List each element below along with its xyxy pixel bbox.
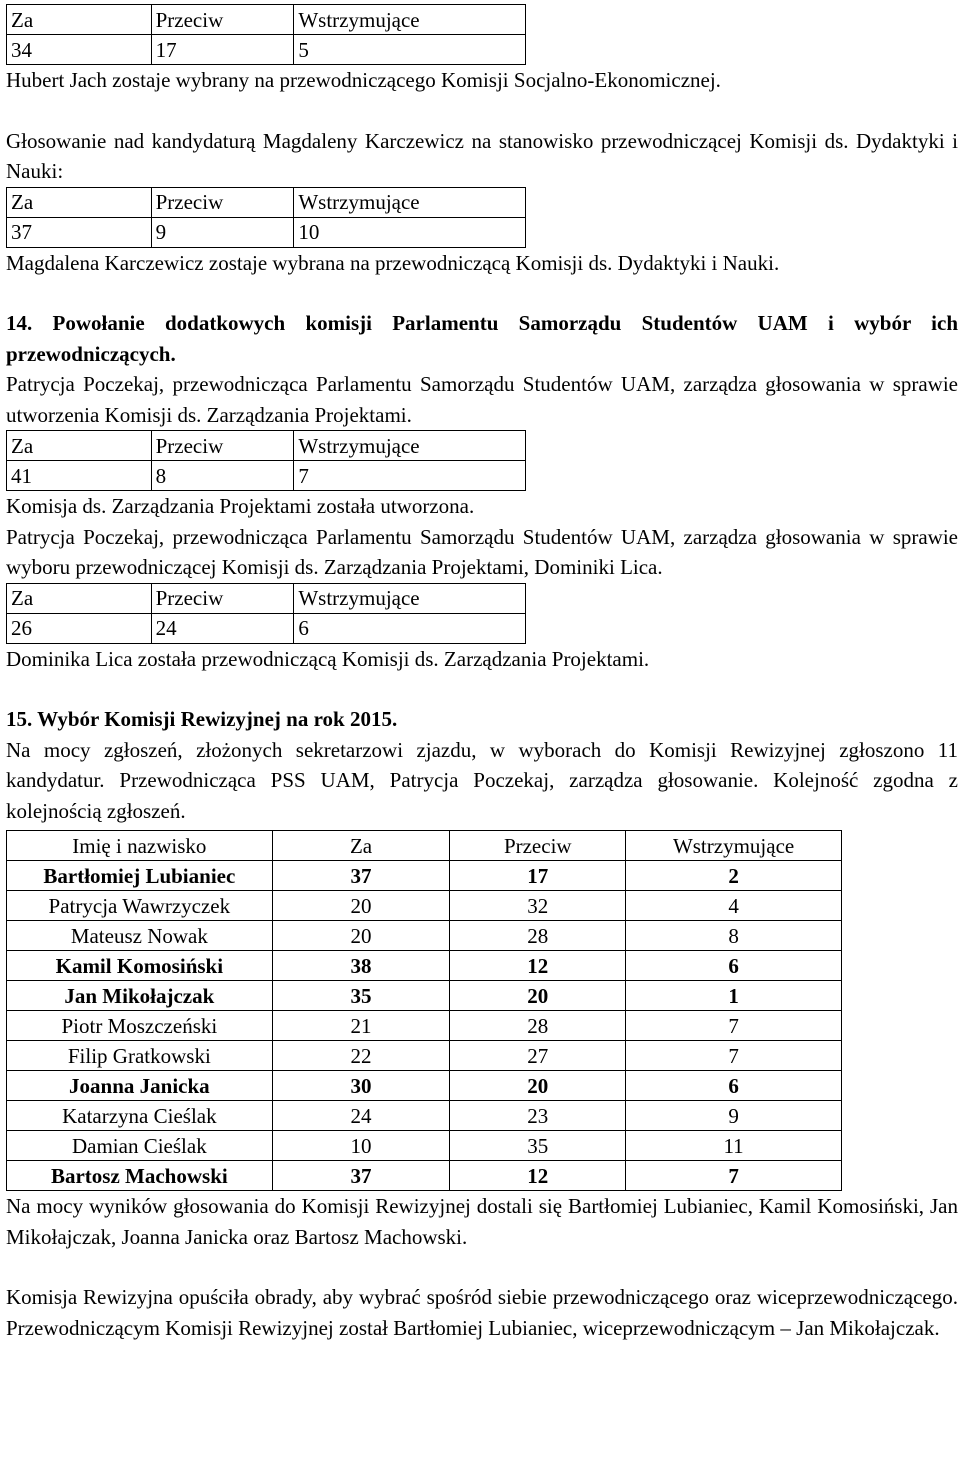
value-za: 41 xyxy=(7,461,152,491)
paragraph-lica-result: Dominika Lica została przewodniczącą Komisji ds. Zarządzania Projektami. xyxy=(6,646,650,671)
cell-name: Jan Mikołajczak xyxy=(7,981,273,1011)
column-header-przeciw: Przeciw xyxy=(450,831,626,861)
value-wstrzymujace: 6 xyxy=(294,613,526,643)
header-przeciw: Przeciw xyxy=(151,583,294,613)
cell-wstrzymujace: 11 xyxy=(626,1131,842,1161)
value-za: 26 xyxy=(7,613,152,643)
vote-values-row xyxy=(7,217,526,247)
table-row xyxy=(7,1071,842,1101)
cell-wstrzymujace: 2 xyxy=(626,861,842,891)
cell-wstrzymujace: 7 xyxy=(626,1011,842,1041)
cell-name: Filip Gratkowski xyxy=(7,1041,273,1071)
cell-za: 37 xyxy=(272,861,450,891)
header-za: Za xyxy=(7,187,152,217)
cell-przeciw: 20 xyxy=(450,1071,626,1101)
table-row xyxy=(7,861,842,891)
cell-wstrzymujace: 7 xyxy=(626,1161,842,1191)
paragraph-rewizyjna-chair: Komisja Rewizyjna opuściła obrady, aby wybrać spośród siebie przewodniczącego oraz wiceprzewodniczącego. Przewodniczącym Komisji Rewizyjnej został Bartłomiej Lubianiec, wiceprzewodniczącym – Jan Mikołajczak. xyxy=(6,1285,958,1340)
cell-wstrzymujace: 7 xyxy=(626,1041,842,1071)
cell-za: 38 xyxy=(272,951,450,981)
column-header-name: Imię i nazwisko xyxy=(7,831,273,861)
cell-przeciw: 35 xyxy=(450,1131,626,1161)
section-heading-15: 15. Wybór Komisji Rewizyjnej na rok 2015. xyxy=(6,707,398,731)
cell-name: Patrycja Wawrzyczek xyxy=(7,891,273,921)
cell-przeciw: 12 xyxy=(450,951,626,981)
results-table xyxy=(6,830,842,1191)
cell-za: 10 xyxy=(272,1131,450,1161)
vote-values-row xyxy=(7,35,526,65)
paragraph-hubert-result: Hubert Jach zostaje wybrany na przewodniczącego Komisji Socjalno-Ekonomicznej. xyxy=(6,68,721,92)
cell-name: Joanna Janicka xyxy=(7,1071,273,1101)
value-wstrzymujace: 7 xyxy=(294,461,526,491)
cell-name: Bartłomiej Lubianiec xyxy=(7,861,273,891)
table-row xyxy=(7,1041,842,1071)
cell-name: Damian Cieślak xyxy=(7,1131,273,1161)
header-za: Za xyxy=(7,5,152,35)
table-row xyxy=(7,1101,842,1131)
cell-za: 22 xyxy=(272,1041,450,1071)
table-row xyxy=(7,981,842,1011)
results-body xyxy=(7,861,842,1191)
value-wstrzymujace: 5 xyxy=(294,35,526,65)
section-heading-14: 14. Powołanie dodatkowych komisji Parlamentu Samorządu Studentów UAM i wybór ich przewodniczących. xyxy=(6,311,958,366)
paragraph-karczewicz-result: Magdalena Karczewicz zostaje wybrana na przewodniczącą Komisji ds. Dydaktyki i Nauki. xyxy=(6,250,780,275)
cell-za: 21 xyxy=(272,1011,450,1041)
paragraph-rewizyjna-intro: Na mocy zgłoszeń, złożonych sekretarzowi zjazdu, w wyborach do Komisji Rewizyjnej zgłoszono 11 kandydatur. Przewodnicząca PSS UAM, Patrycja Poczekaj, zarządza głosowanie. Kolejność zgodna z kolejnością zgłoszeń. xyxy=(6,737,958,823)
value-przeciw: 24 xyxy=(151,613,294,643)
paragraph-rewizyjna-result: Na mocy wyników głosowania do Komisji Rewizyjnej dostali się Bartłomiej Lubianiec, Kamil Komosiński, Jan Mikołajczak, Joanna Janicka oraz Bartosz Machowski. xyxy=(6,1194,958,1249)
cell-wstrzymujace: 6 xyxy=(626,951,842,981)
paragraph-lica-vote: Patrycja Poczekaj, przewodnicząca Parlamentu Samorządu Studentów UAM, zarządza głosowania w sprawie wyboru przewodniczącej Komisji ds. Zarządzania Projektami, Dominiki Lica. xyxy=(6,524,958,579)
results-header-row xyxy=(7,831,842,861)
value-wstrzymujace: 10 xyxy=(294,217,526,247)
cell-wstrzymujace: 1 xyxy=(626,981,842,1011)
cell-za: 24 xyxy=(272,1101,450,1131)
header-za: Za xyxy=(7,583,152,613)
cell-name: Bartosz Machowski xyxy=(7,1161,273,1191)
header-wstrzymujace: Wstrzymujące xyxy=(294,5,526,35)
cell-name: Katarzyna Cieślak xyxy=(7,1101,273,1131)
table-row xyxy=(7,1131,842,1161)
cell-przeciw: 28 xyxy=(450,1011,626,1041)
header-za: Za xyxy=(7,431,152,461)
cell-przeciw: 20 xyxy=(450,981,626,1011)
header-przeciw: Przeciw xyxy=(151,187,294,217)
cell-wstrzymujace: 8 xyxy=(626,921,842,951)
cell-za: 20 xyxy=(272,891,450,921)
value-za: 37 xyxy=(7,217,152,247)
vote-values-row xyxy=(7,613,526,643)
vote-values-row xyxy=(7,461,526,491)
cell-za: 30 xyxy=(272,1071,450,1101)
column-header-za: Za xyxy=(272,831,450,861)
vote-table-2 xyxy=(6,187,526,248)
header-wstrzymujace: Wstrzymujące xyxy=(294,431,526,461)
vote-header-row xyxy=(7,431,526,461)
cell-wstrzymujace: 6 xyxy=(626,1071,842,1101)
header-wstrzymujace: Wstrzymujące xyxy=(294,583,526,613)
cell-przeciw: 23 xyxy=(450,1101,626,1131)
cell-za: 37 xyxy=(272,1161,450,1191)
value-przeciw: 17 xyxy=(151,35,294,65)
paragraph-komisja-creation-vote: Patrycja Poczekaj, przewodnicząca Parlamentu Samorządu Studentów UAM, zarządza głosowania w sprawie utworzenia Komisji ds. Zarządzania Projektami. xyxy=(6,372,958,427)
cell-name: Mateusz Nowak xyxy=(7,921,273,951)
vote-table-1 xyxy=(6,4,526,65)
cell-za: 35 xyxy=(272,981,450,1011)
column-header-wstrzymujace: Wstrzymujące xyxy=(626,831,842,861)
vote-table-3 xyxy=(6,430,526,491)
vote-header-row xyxy=(7,5,526,35)
vote-header-row xyxy=(7,583,526,613)
vote-header-row xyxy=(7,187,526,217)
cell-przeciw: 32 xyxy=(450,891,626,921)
table-row xyxy=(7,921,842,951)
cell-przeciw: 27 xyxy=(450,1041,626,1071)
value-przeciw: 9 xyxy=(151,217,294,247)
cell-name: Piotr Moszczeński xyxy=(7,1011,273,1041)
header-przeciw: Przeciw xyxy=(151,431,294,461)
table-row xyxy=(7,1011,842,1041)
cell-przeciw: 12 xyxy=(450,1161,626,1191)
value-przeciw: 8 xyxy=(151,461,294,491)
cell-przeciw: 17 xyxy=(450,861,626,891)
header-wstrzymujace: Wstrzymujące xyxy=(294,187,526,217)
document-page xyxy=(6,0,958,1343)
paragraph-komisja-created: Komisja ds. Zarządzania Projektami została utworzona. xyxy=(6,494,475,518)
vote-table-4 xyxy=(6,583,526,644)
cell-wstrzymujace: 4 xyxy=(626,891,842,921)
table-row xyxy=(7,1161,842,1191)
value-za: 34 xyxy=(7,35,152,65)
header-przeciw: Przeciw xyxy=(151,5,294,35)
paragraph-karczewicz-vote: Głosowanie nad kandydaturą Magdaleny Karczewicz na stanowisko przewodniczącej Komisji ds. Dydaktyki i Nauki: xyxy=(6,128,958,183)
table-row xyxy=(7,951,842,981)
cell-za: 20 xyxy=(272,921,450,951)
cell-przeciw: 28 xyxy=(450,921,626,951)
table-row xyxy=(7,891,842,921)
cell-wstrzymujace: 9 xyxy=(626,1101,842,1131)
cell-name: Kamil Komosiński xyxy=(7,951,273,981)
